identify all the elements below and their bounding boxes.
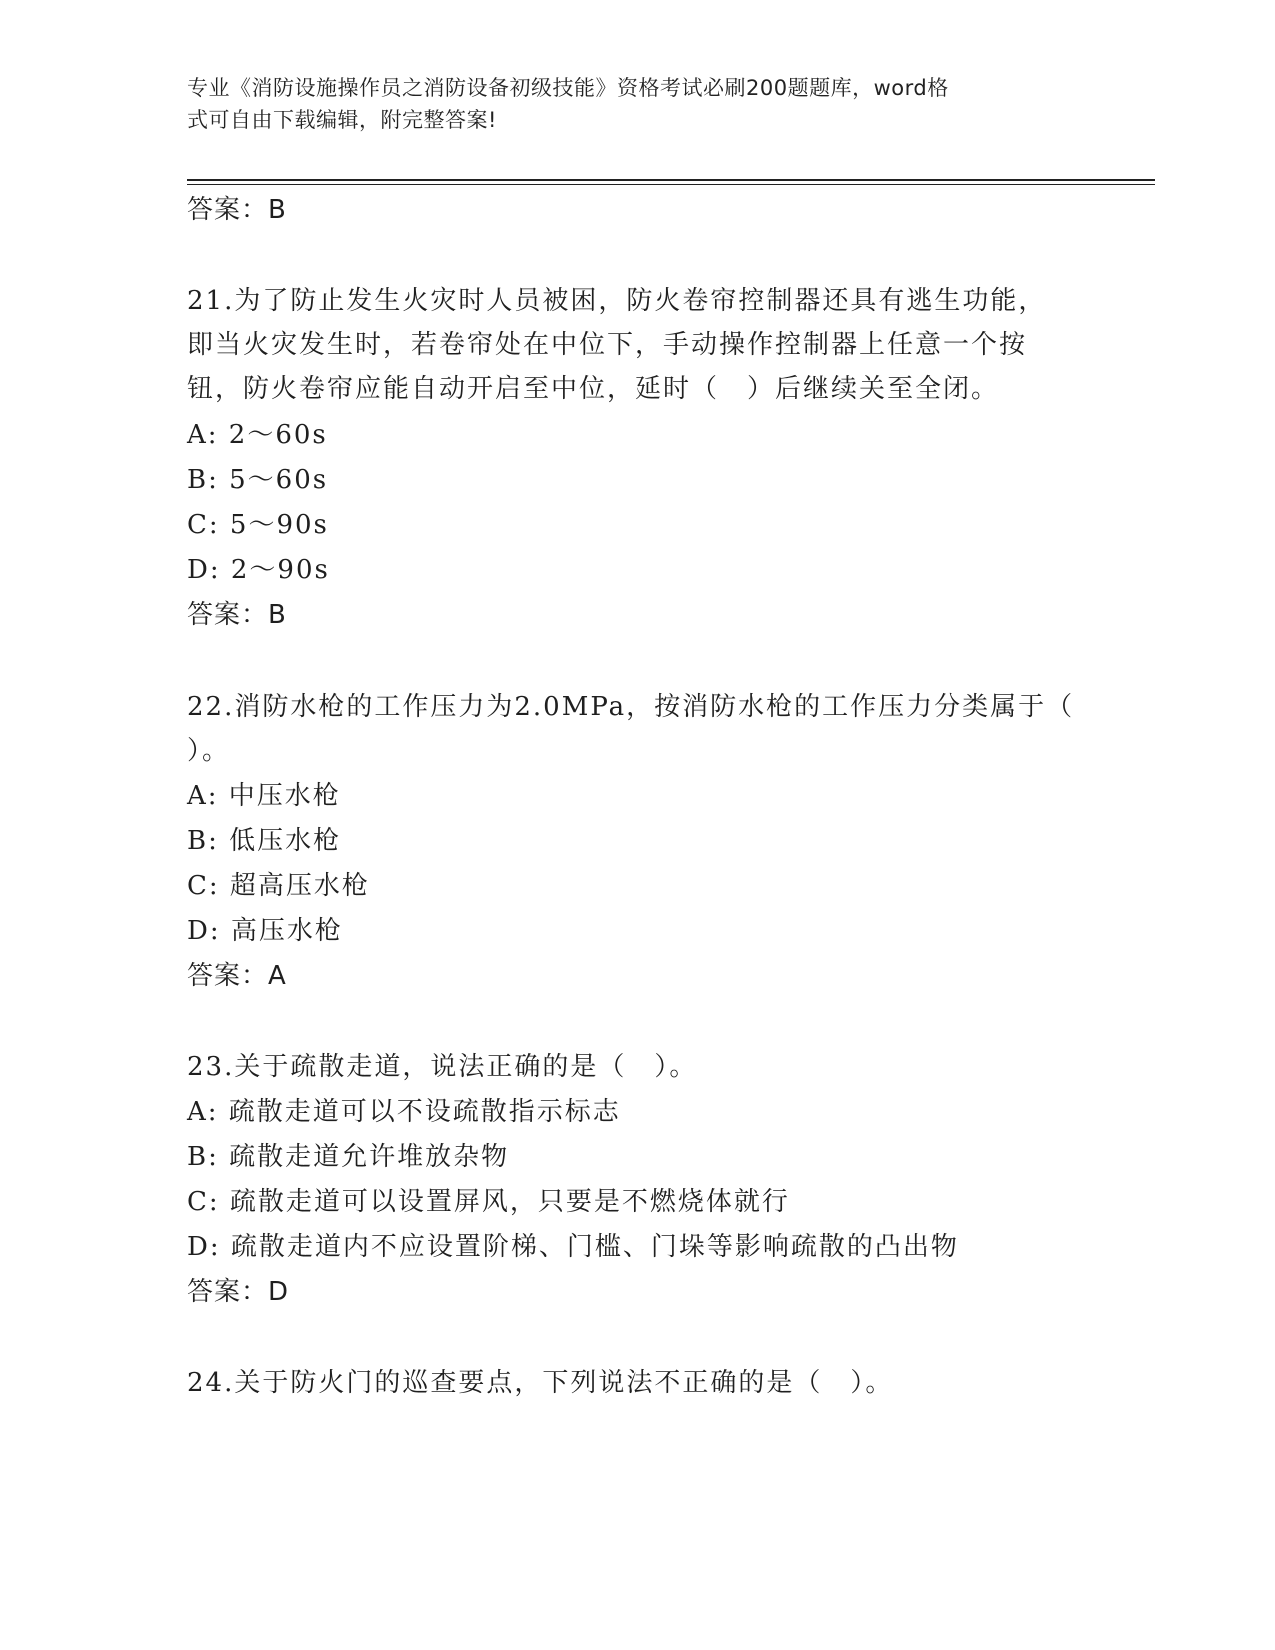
question-22-option-b: B: 低压水枪 <box>187 826 342 856</box>
question-23-answer: 答案：D <box>187 1277 290 1307</box>
question-22-stem-line-1: 22.消防水枪的工作压力为2.0MPa，按消防水枪的工作压力分类属于（ <box>187 692 1075 722</box>
question-21-option-a: A: 2～60s <box>187 420 328 450</box>
question-23-option-c: C: 疏散走道可以设置屏风，只要是不燃烧体就行 <box>187 1187 790 1217</box>
question-21-option-d: D: 2～90s <box>187 555 330 585</box>
question-22-answer: 答案：A <box>187 961 287 991</box>
header-line-1: 专业《消防设施操作员之消防设备初级技能》资格考试必刷200题题库，word格 <box>187 76 949 100</box>
previous-answer: 答案：B <box>187 195 287 225</box>
question-21-stem-line-3: 钮，防火卷帘应能自动开启至中位，延时（ ）后继续关至全闭。 <box>187 374 1000 404</box>
question-21-option-b: B: 5～60s <box>187 465 329 495</box>
question-23-option-b: B: 疏散走道允许堆放杂物 <box>187 1142 510 1172</box>
question-23-stem-line-1: 23.关于疏散走道，说法正确的是（ ）。 <box>187 1052 698 1082</box>
question-21-stem-line-2: 即当火灾发生时，若卷帘处在中位下，手动操作控制器上任意一个按 <box>187 330 1028 360</box>
question-22-option-c: C: 超高压水枪 <box>187 871 370 901</box>
question-23-option-a: A: 疏散走道可以不设疏散指示标志 <box>187 1097 621 1127</box>
document-header <box>187 72 1077 136</box>
question-21-stem-line-1: 21.为了防止发生火灾时人员被困，防火卷帘控制器还具有逃生功能， <box>187 286 1047 316</box>
question-22-option-a: A: 中压水枪 <box>187 781 341 811</box>
question-24-stem-line-1: 24.关于防火门的巡查要点，下列说法不正确的是（ ）。 <box>187 1368 894 1398</box>
header-divider-thin <box>187 184 1155 185</box>
question-23-option-d: D: 疏散走道内不应设置阶梯、门槛、门垛等影响疏散的凸出物 <box>187 1232 959 1262</box>
header-divider-thick <box>187 179 1155 181</box>
question-22-option-d: D: 高压水枪 <box>187 916 343 946</box>
header-line-2: 式可自由下载编辑，附完整答案! <box>187 108 497 132</box>
question-22-stem-line-2: ）。 <box>187 736 231 766</box>
question-21-option-c: C: 5～90s <box>187 510 329 540</box>
question-21-answer: 答案：B <box>187 600 287 630</box>
